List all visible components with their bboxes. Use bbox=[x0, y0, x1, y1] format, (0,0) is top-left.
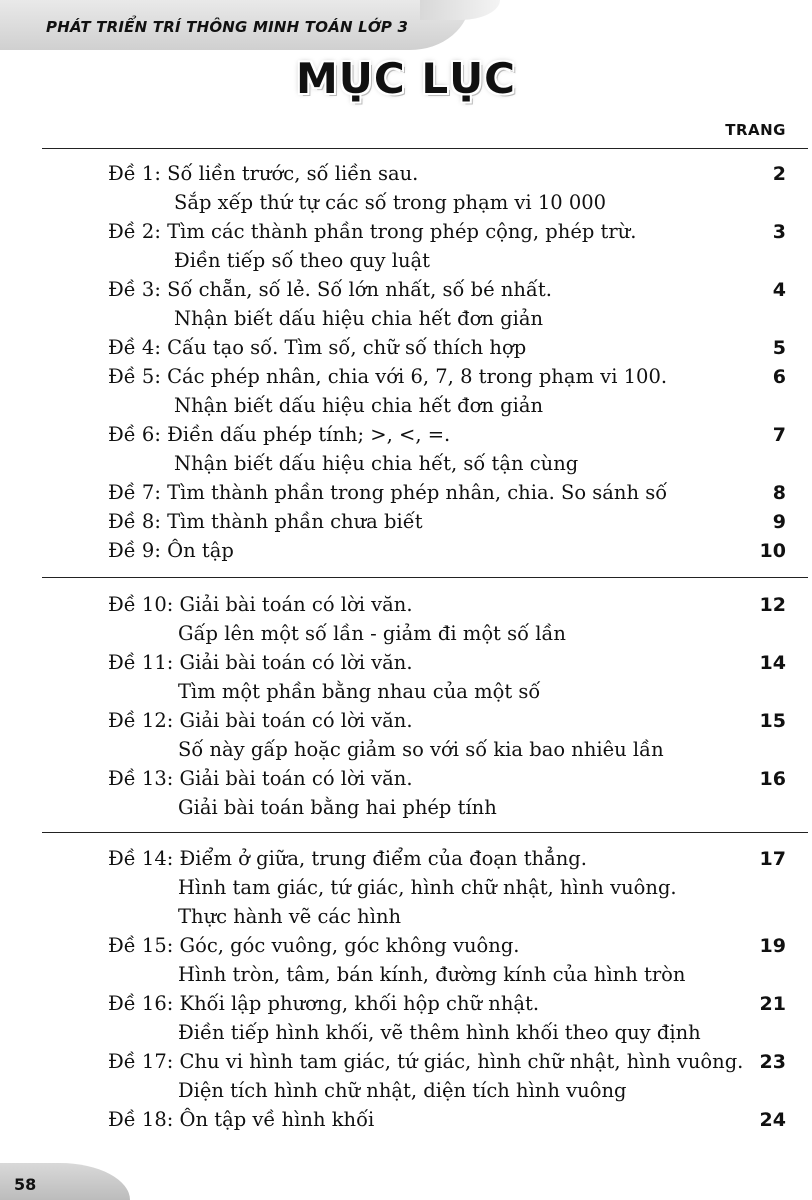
toc-page-number: 19 bbox=[759, 935, 786, 957]
toc-entry-title: Đề 11: Giải bài toán có lời văn. bbox=[108, 651, 413, 674]
toc-entry-title: Đề 10: Giải bài toán có lời văn. bbox=[108, 593, 413, 616]
toc-entry-title: Đề 17: Chu vi hình tam giác, tứ giác, hình chữ nhật, hình vuông. bbox=[108, 1050, 744, 1073]
toc-page-number: 2 bbox=[772, 163, 786, 185]
toc-entry-subline bbox=[0, 449, 812, 478]
toc-entry bbox=[0, 275, 812, 304]
toc-section-1 bbox=[0, 159, 812, 565]
toc-entry bbox=[0, 217, 812, 246]
toc-entry-subtitle: Nhận biết dấu hiệu chia hết đơn giản bbox=[174, 394, 544, 417]
toc-page-number: 3 bbox=[772, 221, 786, 243]
toc-entry bbox=[0, 362, 812, 391]
section-divider bbox=[42, 148, 808, 149]
section-divider bbox=[42, 832, 808, 833]
toc-entry bbox=[0, 1105, 812, 1134]
footer-page-number: 58 bbox=[14, 1175, 37, 1194]
toc-entry bbox=[0, 648, 812, 677]
section-divider bbox=[42, 577, 808, 578]
toc-entry-subline bbox=[0, 391, 812, 420]
toc-page-number: 21 bbox=[759, 993, 786, 1015]
toc-page-number: 4 bbox=[772, 279, 786, 301]
toc-entry-subline bbox=[0, 677, 812, 706]
toc-entry-subtitle: Hình tròn, tâm, bán kính, đường kính của hình tròn bbox=[178, 963, 686, 986]
toc-entry-subtitle: Nhận biết dấu hiệu chia hết, số tận cùng bbox=[174, 452, 579, 475]
toc-entry-subtitle: Nhận biết dấu hiệu chia hết đơn giản bbox=[174, 307, 544, 330]
toc-entry bbox=[0, 420, 812, 449]
toc-entry-subline bbox=[0, 246, 812, 275]
toc-entry-subline bbox=[0, 960, 812, 989]
toc-entry-subline bbox=[0, 1076, 812, 1105]
toc-entry-title: Đề 18: Ôn tập về hình khối bbox=[108, 1108, 375, 1131]
toc-entry-title: Đề 9: Ôn tập bbox=[108, 539, 234, 562]
toc-entry-subtitle: Gấp lên một số lần - giảm đi một số lần bbox=[178, 622, 566, 645]
toc-page-number: 17 bbox=[759, 848, 786, 870]
toc-entry-title: Đề 8: Tìm thành phần chưa biết bbox=[108, 510, 423, 533]
toc-entry-subline bbox=[0, 873, 812, 902]
toc-entry-title: Đề 14: Điểm ở giữa, trung điểm của đoạn thẳng. bbox=[108, 847, 587, 870]
toc-page-number: 23 bbox=[759, 1051, 786, 1073]
toc-entry-title: Đề 6: Điền dấu phép tính; >, <, =. bbox=[108, 423, 451, 446]
toc-entry-subtitle: Tìm một phần bằng nhau của một số bbox=[178, 680, 541, 703]
page-title: MỤC LỤC bbox=[295, 54, 517, 103]
toc-entry bbox=[0, 989, 812, 1018]
toc-entry-subtitle: Điền tiếp số theo quy luật bbox=[174, 249, 431, 272]
toc-entry-title: Đề 15: Góc, góc vuông, góc không vuông. bbox=[108, 934, 520, 957]
toc-entry bbox=[0, 478, 812, 507]
toc-page-number: 6 bbox=[772, 366, 786, 388]
toc-page-number: 14 bbox=[759, 652, 786, 674]
toc-entry-subline bbox=[0, 304, 812, 333]
toc-entry-subtitle: Giải bài toán bằng hai phép tính bbox=[178, 796, 497, 819]
toc-entry-title: Đề 2: Tìm các thành phần trong phép cộng, phép trừ. bbox=[108, 220, 637, 243]
toc-entry-subline bbox=[0, 619, 812, 648]
toc-entry-title: Đề 16: Khối lập phương, khối hộp chữ nhật. bbox=[108, 992, 540, 1015]
toc-entry-title: Đề 5: Các phép nhân, chia với 6, 7, 8 trong phạm vi 100. bbox=[108, 365, 668, 388]
toc-page-number: 15 bbox=[759, 710, 786, 732]
toc-entry-subtitle: Số này gấp hoặc giảm so với số kia bao nhiêu lần bbox=[178, 738, 664, 761]
toc-entry bbox=[0, 590, 812, 619]
toc-page-number: 12 bbox=[759, 594, 786, 616]
toc-page-number: 10 bbox=[759, 540, 786, 562]
toc-entry bbox=[0, 333, 812, 362]
toc-entry-title: Đề 1: Số liền trước, số liền sau. bbox=[108, 162, 419, 185]
page-column-label: TRANG bbox=[725, 121, 786, 139]
toc-page-number: 5 bbox=[772, 337, 786, 359]
toc-entry bbox=[0, 764, 812, 793]
running-title: PHÁT TRIỂN TRÍ THÔNG MINH TOÁN LỚP 3 bbox=[46, 18, 409, 36]
toc-section-2 bbox=[0, 590, 812, 822]
toc-entry-title: Đề 7: Tìm thành phần trong phép nhân, chia. So sánh số bbox=[108, 481, 668, 504]
toc-entry-title: Đề 12: Giải bài toán có lời văn. bbox=[108, 709, 413, 732]
toc-entry-subline bbox=[0, 902, 812, 931]
toc-entry-subline bbox=[0, 188, 812, 217]
toc-entry bbox=[0, 1047, 812, 1076]
toc-entry-subtitle: Hình tam giác, tứ giác, hình chữ nhật, hình vuông. bbox=[178, 876, 677, 899]
toc-entry-title: Đề 3: Số chẵn, số lẻ. Số lớn nhất, số bé nhất. bbox=[108, 278, 552, 301]
toc-entry bbox=[0, 159, 812, 188]
toc-entry-subline bbox=[0, 793, 812, 822]
toc-page-number: 7 bbox=[772, 424, 786, 446]
toc-entry-subline bbox=[0, 1018, 812, 1047]
toc-entry-subtitle: Diện tích hình chữ nhật, diện tích hình vuông bbox=[178, 1079, 627, 1102]
toc-entry bbox=[0, 931, 812, 960]
toc-entry bbox=[0, 507, 812, 536]
toc-section-3 bbox=[0, 844, 812, 1134]
toc-entry bbox=[0, 536, 812, 565]
toc-entry-subtitle: Điền tiếp hình khối, vẽ thêm hình khối theo quy định bbox=[178, 1021, 701, 1044]
toc-entry-title: Đề 13: Giải bài toán có lời văn. bbox=[108, 767, 413, 790]
toc-entry-subline bbox=[0, 735, 812, 764]
toc-entry bbox=[0, 706, 812, 735]
toc-page-number: 16 bbox=[759, 768, 786, 790]
toc-page-number: 24 bbox=[759, 1109, 786, 1131]
toc-page-number: 8 bbox=[772, 482, 786, 504]
toc-entry-title: Đề 4: Cấu tạo số. Tìm số, chữ số thích hợp bbox=[108, 336, 527, 359]
toc-entry-subtitle: Thực hành vẽ các hình bbox=[178, 905, 402, 928]
toc-page-number: 9 bbox=[772, 511, 786, 533]
toc-entry bbox=[0, 844, 812, 873]
toc-entry-subtitle: Sắp xếp thứ tự các số trong phạm vi 10 000 bbox=[174, 191, 607, 214]
